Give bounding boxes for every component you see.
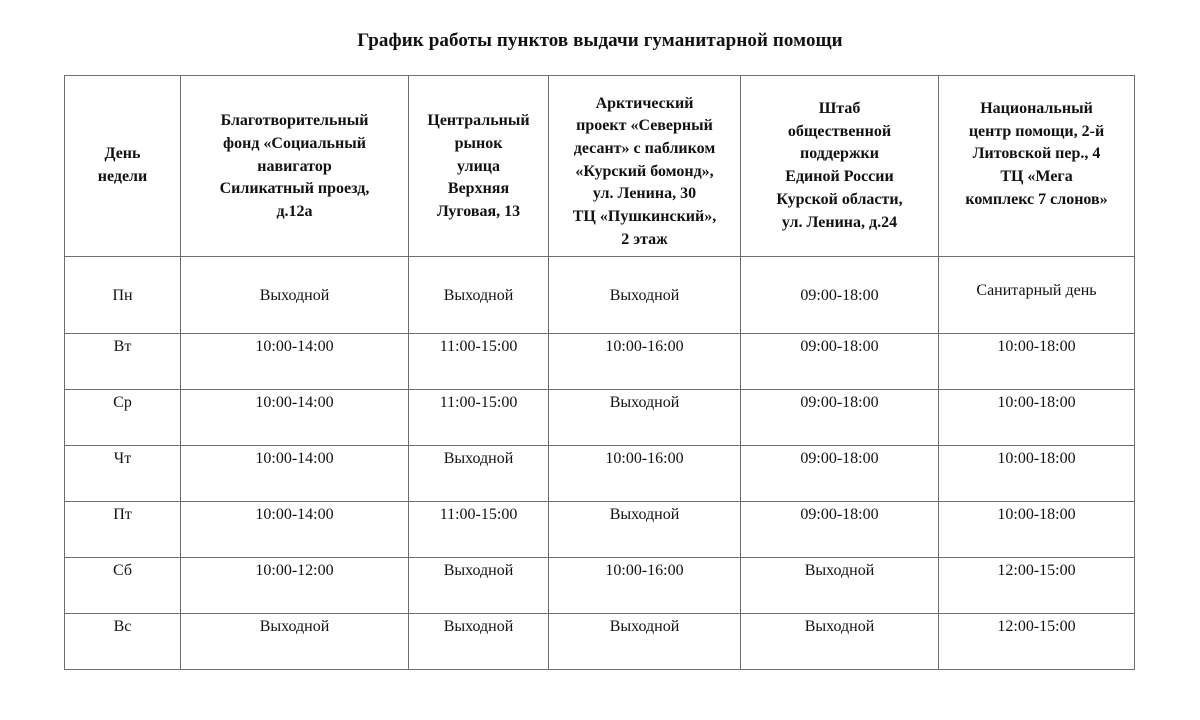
day-cell <box>65 502 181 558</box>
hours-value: 10:00-16:00 <box>605 450 684 467</box>
header-line: д.12а <box>276 203 313 221</box>
hours-value: 10:00-16:00 <box>605 338 684 355</box>
header-line: Литовской пер., 4 <box>972 145 1101 163</box>
hours-value: Выходной <box>443 562 514 579</box>
hours-cell <box>549 558 741 614</box>
header-label <box>549 81 740 252</box>
hours-value: 10:00-12:00 <box>255 562 334 579</box>
header-line: Штаб <box>818 100 861 117</box>
hours-cell <box>409 558 549 614</box>
day-cell <box>65 446 181 502</box>
hours-value: Выходной <box>609 618 680 635</box>
day-cell <box>65 390 181 446</box>
header-line: Арктический <box>595 94 694 112</box>
table-row-wednesday <box>65 390 1135 446</box>
hours-value: 09:00-18:00 <box>800 506 879 523</box>
header-line: комплекс 7 слонов» <box>965 190 1108 208</box>
header-label <box>741 76 938 234</box>
hours-value: 10:00-18:00 <box>997 338 1076 355</box>
hours-cell <box>741 257 939 334</box>
hours-value: Выходной <box>609 287 680 304</box>
hours-cell <box>939 334 1135 390</box>
hours-cell <box>741 390 939 446</box>
header-label <box>939 76 1134 212</box>
hours-cell <box>409 390 549 446</box>
hours-cell <box>741 558 939 614</box>
header-label <box>409 108 548 224</box>
header-social-navigator-fund <box>181 76 409 257</box>
hours-cell <box>939 257 1135 334</box>
header-label <box>65 143 180 188</box>
hours-value: 10:00-14:00 <box>255 506 334 523</box>
table-row-saturday <box>65 558 1135 614</box>
hours-value: Выходной <box>443 618 514 635</box>
hours-cell <box>741 502 939 558</box>
header-united-russia-hq <box>741 76 939 257</box>
header-line: десант» с пабликом <box>573 139 716 157</box>
hours-value: Выходной <box>804 562 875 579</box>
header-line: ул. Ленина, 30 <box>592 185 697 203</box>
header-line: общественной <box>787 122 892 140</box>
header-line: Национальный <box>980 100 1093 117</box>
hours-cell <box>409 446 549 502</box>
hours-value: 10:00-16:00 <box>605 562 684 579</box>
hours-value: Выходной <box>609 506 680 523</box>
header-line: ул. Ленина, д.24 <box>781 213 898 231</box>
hours-cell <box>549 390 741 446</box>
hours-value: 10:00-18:00 <box>997 506 1076 523</box>
header-national-help-center <box>939 76 1135 257</box>
header-line: рынок <box>454 134 503 152</box>
hours-cell <box>741 614 939 670</box>
table-row-monday <box>65 257 1135 334</box>
header-line: улица <box>456 157 500 175</box>
hours-cell <box>741 446 939 502</box>
schedule-table <box>64 75 1135 670</box>
header-line: Благотворительный <box>220 112 369 130</box>
hours-cell <box>741 334 939 390</box>
day-label: Чт <box>113 450 132 467</box>
day-cell <box>65 614 181 670</box>
day-label: Вт <box>113 338 132 355</box>
hours-value: 10:00-14:00 <box>255 394 334 411</box>
hours-value: 09:00-18:00 <box>800 394 879 411</box>
hours-cell <box>939 614 1135 670</box>
hours-value: 12:00-15:00 <box>997 562 1076 579</box>
header-central-market <box>409 76 549 257</box>
hours-cell <box>549 614 741 670</box>
header-line: центр помощи, 2-й <box>968 122 1105 140</box>
header-line: Центральный <box>427 112 530 130</box>
header-row <box>65 76 1135 257</box>
header-line: Верхняя <box>447 180 510 198</box>
header-arctic-project <box>549 76 741 257</box>
hours-cell <box>409 257 549 334</box>
hours-value: Выходной <box>804 618 875 635</box>
header-line: Силикатный проезд, <box>219 180 370 198</box>
document-title: График работы пунктов выдачи гуманитарной помощи <box>357 30 843 51</box>
hours-value: 09:00-18:00 <box>800 450 879 467</box>
hours-cell <box>939 558 1135 614</box>
header-day-of-week <box>65 76 181 257</box>
hours-cell <box>181 446 409 502</box>
hours-cell <box>409 614 549 670</box>
hours-cell <box>181 502 409 558</box>
hours-value: 09:00-18:00 <box>800 338 879 355</box>
day-cell <box>65 257 181 334</box>
day-label: Пт <box>113 506 132 523</box>
header-line: День <box>104 145 141 163</box>
table-row-friday <box>65 502 1135 558</box>
hours-cell <box>549 446 741 502</box>
header-line: проект «Северный <box>576 117 713 135</box>
hours-value: 11:00-15:00 <box>439 394 518 411</box>
hours-value: 10:00-18:00 <box>997 450 1076 467</box>
hours-value: 11:00-15:00 <box>439 506 518 523</box>
hours-cell <box>409 502 549 558</box>
hours-value: Выходной <box>609 394 680 411</box>
header-line: ТЦ «Пушкинский», <box>572 208 717 226</box>
hours-value: 10:00-14:00 <box>255 450 334 467</box>
day-label: Вс <box>113 618 132 635</box>
hours-cell <box>939 502 1135 558</box>
day-label: Пн <box>112 287 133 304</box>
hours-value: Санитарный день <box>976 282 1097 299</box>
header-line: Единой России <box>785 168 894 186</box>
day-cell <box>65 334 181 390</box>
hours-cell <box>181 558 409 614</box>
header-line: недели <box>97 168 148 185</box>
header-label <box>181 108 408 224</box>
hours-value: 10:00-14:00 <box>255 338 334 355</box>
header-line: «Курский бомонд», <box>575 162 714 180</box>
hours-cell <box>409 334 549 390</box>
header-line: 2 этаж <box>621 230 668 248</box>
header-line: навигатор <box>257 157 332 175</box>
header-line: Курской области, <box>776 190 903 208</box>
day-label: Сб <box>112 562 132 579</box>
hours-cell <box>939 446 1135 502</box>
hours-cell <box>181 390 409 446</box>
hours-value: Выходной <box>259 287 330 304</box>
table-row-thursday <box>65 446 1135 502</box>
hours-cell <box>181 614 409 670</box>
table-row-sunday <box>65 614 1135 670</box>
header-line: ТЦ «Мега <box>1000 168 1073 186</box>
header-line: Луговая, 13 <box>436 203 521 221</box>
hours-cell <box>181 334 409 390</box>
hours-value: 11:00-15:00 <box>439 338 518 355</box>
hours-cell <box>181 257 409 334</box>
header-line: поддержки <box>800 145 879 163</box>
day-cell <box>65 558 181 614</box>
hours-value: Выходной <box>443 287 514 304</box>
hours-value: 09:00-18:00 <box>800 287 879 304</box>
hours-value: 10:00-18:00 <box>997 394 1076 411</box>
header-line: фонд «Социальный <box>223 134 366 152</box>
hours-value: Выходной <box>443 450 514 467</box>
hours-cell <box>939 390 1135 446</box>
hours-cell <box>549 257 741 334</box>
hours-cell <box>549 334 741 390</box>
table-row-tuesday <box>65 334 1135 390</box>
hours-cell <box>549 502 741 558</box>
hours-value: 12:00-15:00 <box>997 618 1076 635</box>
hours-value: Выходной <box>259 618 330 635</box>
day-label: Ср <box>113 394 132 411</box>
